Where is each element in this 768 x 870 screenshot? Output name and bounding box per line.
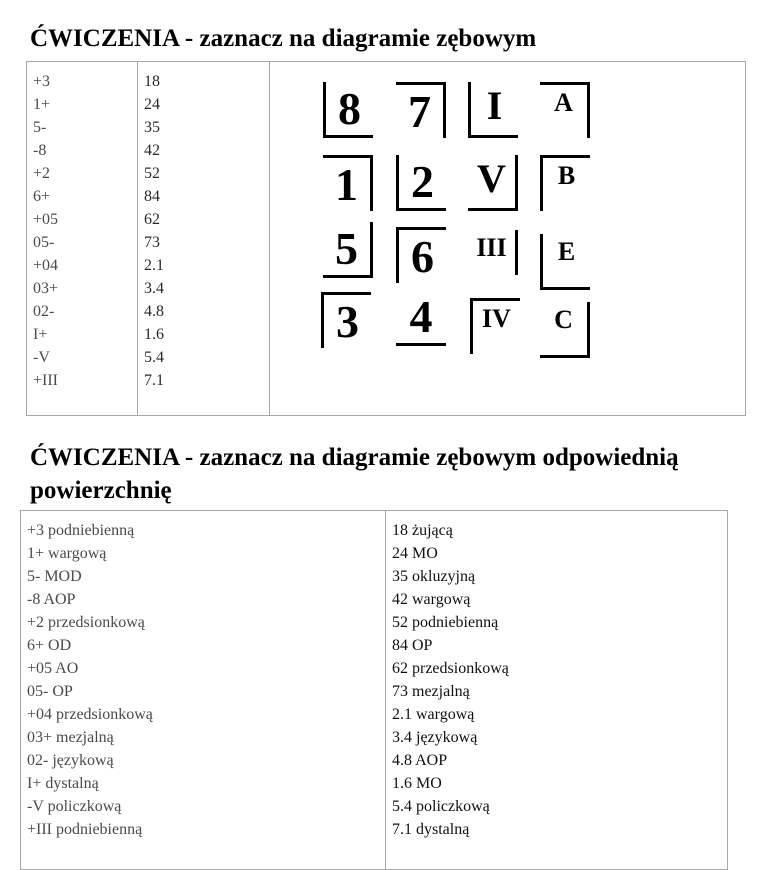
fdi-surface-list xyxy=(386,511,727,841)
list-item: 4.8 xyxy=(144,303,164,320)
list-item: 24 xyxy=(144,96,160,113)
exercise-table-1 xyxy=(26,61,746,416)
notation-surface-column xyxy=(21,511,386,869)
list-item: 5- xyxy=(33,119,47,136)
list-item: +III podniebienną xyxy=(27,821,143,838)
list-item: 52 xyxy=(144,165,160,182)
list-item: 18 xyxy=(144,73,160,90)
list-item: 62 przedsionkową xyxy=(392,660,509,677)
tooth-mark: B xyxy=(540,155,590,211)
list-item: I+ dystalną xyxy=(27,775,99,792)
list-item: 62 xyxy=(144,211,160,228)
list-item: 42 wargową xyxy=(392,591,471,608)
list-item: -8 AOP xyxy=(27,591,76,608)
list-item: 1+ wargową xyxy=(27,545,107,562)
list-item: -8 xyxy=(33,142,47,159)
list-item: +04 przedsionkową xyxy=(27,706,153,723)
list-item: 84 xyxy=(144,188,160,205)
list-item: 5.4 policzkową xyxy=(392,798,490,815)
section-2-title: ĆWICZENIA - zaznacz na diagramie zębowym odpowiednią powierzchnię xyxy=(30,444,679,504)
list-item: 4.8 AOP xyxy=(392,752,448,769)
exercise-table-2 xyxy=(20,510,728,870)
list-item: 1+ xyxy=(33,96,51,113)
list-item: -V policzkową xyxy=(27,798,122,815)
list-item: 05- xyxy=(33,234,55,251)
tooth-mark: A xyxy=(540,82,590,138)
list-item: +2 przedsionkową xyxy=(27,614,145,631)
list-item: +05 xyxy=(33,211,59,228)
tooth-mark: 5 xyxy=(323,222,373,278)
notation-column xyxy=(27,62,138,415)
tooth-mark: 2 xyxy=(396,155,446,211)
list-item: 05- OP xyxy=(27,683,73,700)
tooth-mark: 6 xyxy=(396,227,446,283)
list-item: 03+ mezjalną xyxy=(27,729,114,746)
list-item: +05 AO xyxy=(27,660,79,677)
tooth-mark: 8 xyxy=(323,82,373,138)
list-item: 2.1 wargową xyxy=(392,706,475,723)
tooth-diagram xyxy=(270,62,746,415)
list-item: 35 okluzyjną xyxy=(392,568,476,585)
fdi-surface-column xyxy=(386,511,727,869)
list-item: 3.4 xyxy=(144,280,164,297)
list-item: 1.6 MO xyxy=(392,775,442,792)
list-item: 3.4 językową xyxy=(392,729,478,746)
list-item: -V xyxy=(33,349,50,366)
list-item: 52 podniebienną xyxy=(392,614,499,631)
list-item: 73 mezjalną xyxy=(392,683,470,700)
list-item: 42 xyxy=(144,142,160,159)
list-item: +04 xyxy=(33,257,59,274)
notation-surface-list xyxy=(21,511,385,841)
section-1-title: ĆWICZENIA - zaznacz na diagramie zębowym xyxy=(30,25,537,52)
tooth-mark: 4 xyxy=(396,290,446,346)
tooth-mark: 1 xyxy=(323,155,373,211)
fdi-column xyxy=(138,62,270,415)
tooth-mark: IV xyxy=(470,298,520,354)
list-item: 6+ xyxy=(33,188,51,205)
list-item: 5- MOD xyxy=(27,568,82,585)
tooth-mark: E xyxy=(540,234,590,290)
tooth-mark: III xyxy=(468,230,518,275)
tooth-mark: 3 xyxy=(321,292,371,348)
list-item: 03+ xyxy=(33,280,59,297)
tooth-mark: V xyxy=(468,155,518,211)
list-item: 02- xyxy=(33,303,55,320)
list-item: 7.1 dystalną xyxy=(392,821,470,838)
list-item: 1.6 xyxy=(144,326,164,343)
list-item: 02- językową xyxy=(27,752,114,769)
list-item: 24 MO xyxy=(392,545,438,562)
fdi-list xyxy=(138,62,269,392)
list-item: 73 xyxy=(144,234,160,251)
list-item: 5.4 xyxy=(144,349,164,366)
tooth-mark: 7 xyxy=(396,82,446,138)
list-item: +3 xyxy=(33,73,51,90)
list-item: +3 podniebienną xyxy=(27,522,135,539)
list-item: 7.1 xyxy=(144,372,164,389)
list-item: I+ xyxy=(33,326,48,343)
list-item: +III xyxy=(33,372,59,389)
list-item: 18 żującą xyxy=(392,522,453,539)
notation-list xyxy=(27,62,137,392)
list-item: 84 OP xyxy=(392,637,433,654)
tooth-mark: C xyxy=(540,302,590,358)
list-item: 2.1 xyxy=(144,257,164,274)
tooth-mark: I xyxy=(468,82,518,138)
list-item: 6+ OD xyxy=(27,637,72,654)
list-item: 35 xyxy=(144,119,160,136)
list-item: +2 xyxy=(33,165,51,182)
